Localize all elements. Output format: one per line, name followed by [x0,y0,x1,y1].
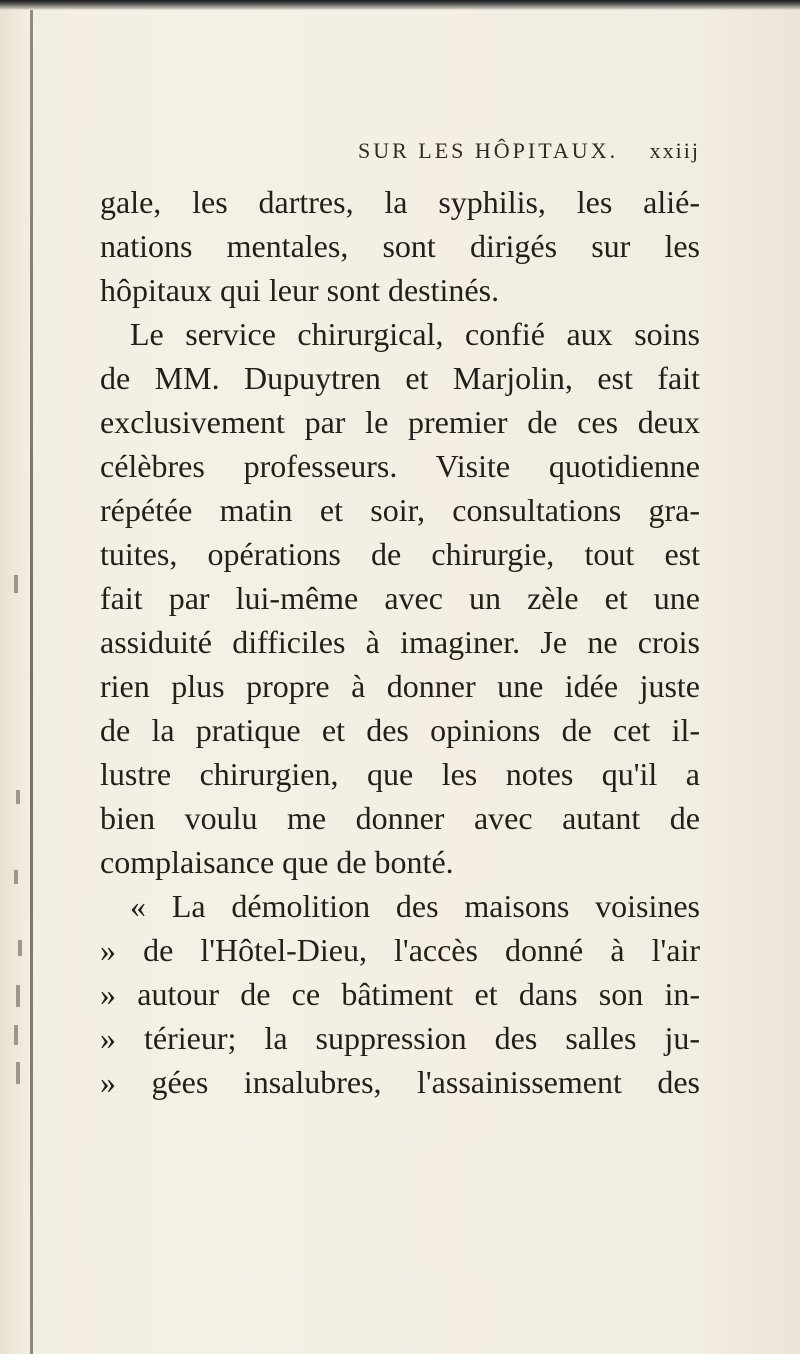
text-line: » autour de ce bâtiment et dans son in- [100,976,700,1012]
text-line: gale, les dartres, la syphilis, les alié- [100,184,700,220]
text-line: » gées insalubres, l'assainissement des [100,1064,700,1100]
margin-mark [16,790,20,804]
text-line: fait par lui-même avec un zèle et une [100,580,700,616]
text-line: » de l'Hôtel-Dieu, l'accès donné à l'air [100,932,700,968]
text-line: « La démolition des maisons voisines [130,888,700,924]
text-line: de la pratique et des opinions de cet il- [100,712,700,748]
margin-mark [16,1062,20,1084]
running-head: SUR LES HÔPITAUX. [358,138,619,163]
page-header [100,138,700,174]
body-text [100,180,700,1104]
text-line: complaisance que de bonté. [100,844,454,880]
text-line: bien voulu me donner avec autant de [100,800,700,836]
text-line: nations mentales, sont dirigés sur les [100,228,700,264]
text-line: Le service chirurgical, confié aux soins [130,316,700,352]
margin-mark [16,985,20,1007]
text-line: hôpitaux qui leur sont destinés. [100,272,500,308]
text-line: exclusivement par le premier de ces deux [100,404,700,440]
margin-mark [14,1025,18,1045]
page-number: xxiij [649,138,700,163]
text-line: célèbres professeurs. Visite quotidienne [100,448,700,484]
text-line: lustre chirurgien, que les notes qu'il a [100,756,700,792]
text-line: assiduité difficiles à imaginer. Je ne crois [100,624,700,660]
text-line: tuites, opérations de chirurgie, tout est [100,536,700,572]
text-line: » térieur; la suppression des salles ju- [100,1020,700,1056]
margin-mark [14,575,18,593]
text-line: de MM. Dupuytren et Marjolin, est fait [100,360,700,396]
margin-mark [14,870,18,884]
text-line: répétée matin et soir, consultations gra- [100,492,700,528]
text-line: rien plus propre à donner une idée juste [100,668,700,704]
page-top-edge [0,0,800,10]
margin-mark [18,940,22,956]
margin-marks [0,0,40,1354]
